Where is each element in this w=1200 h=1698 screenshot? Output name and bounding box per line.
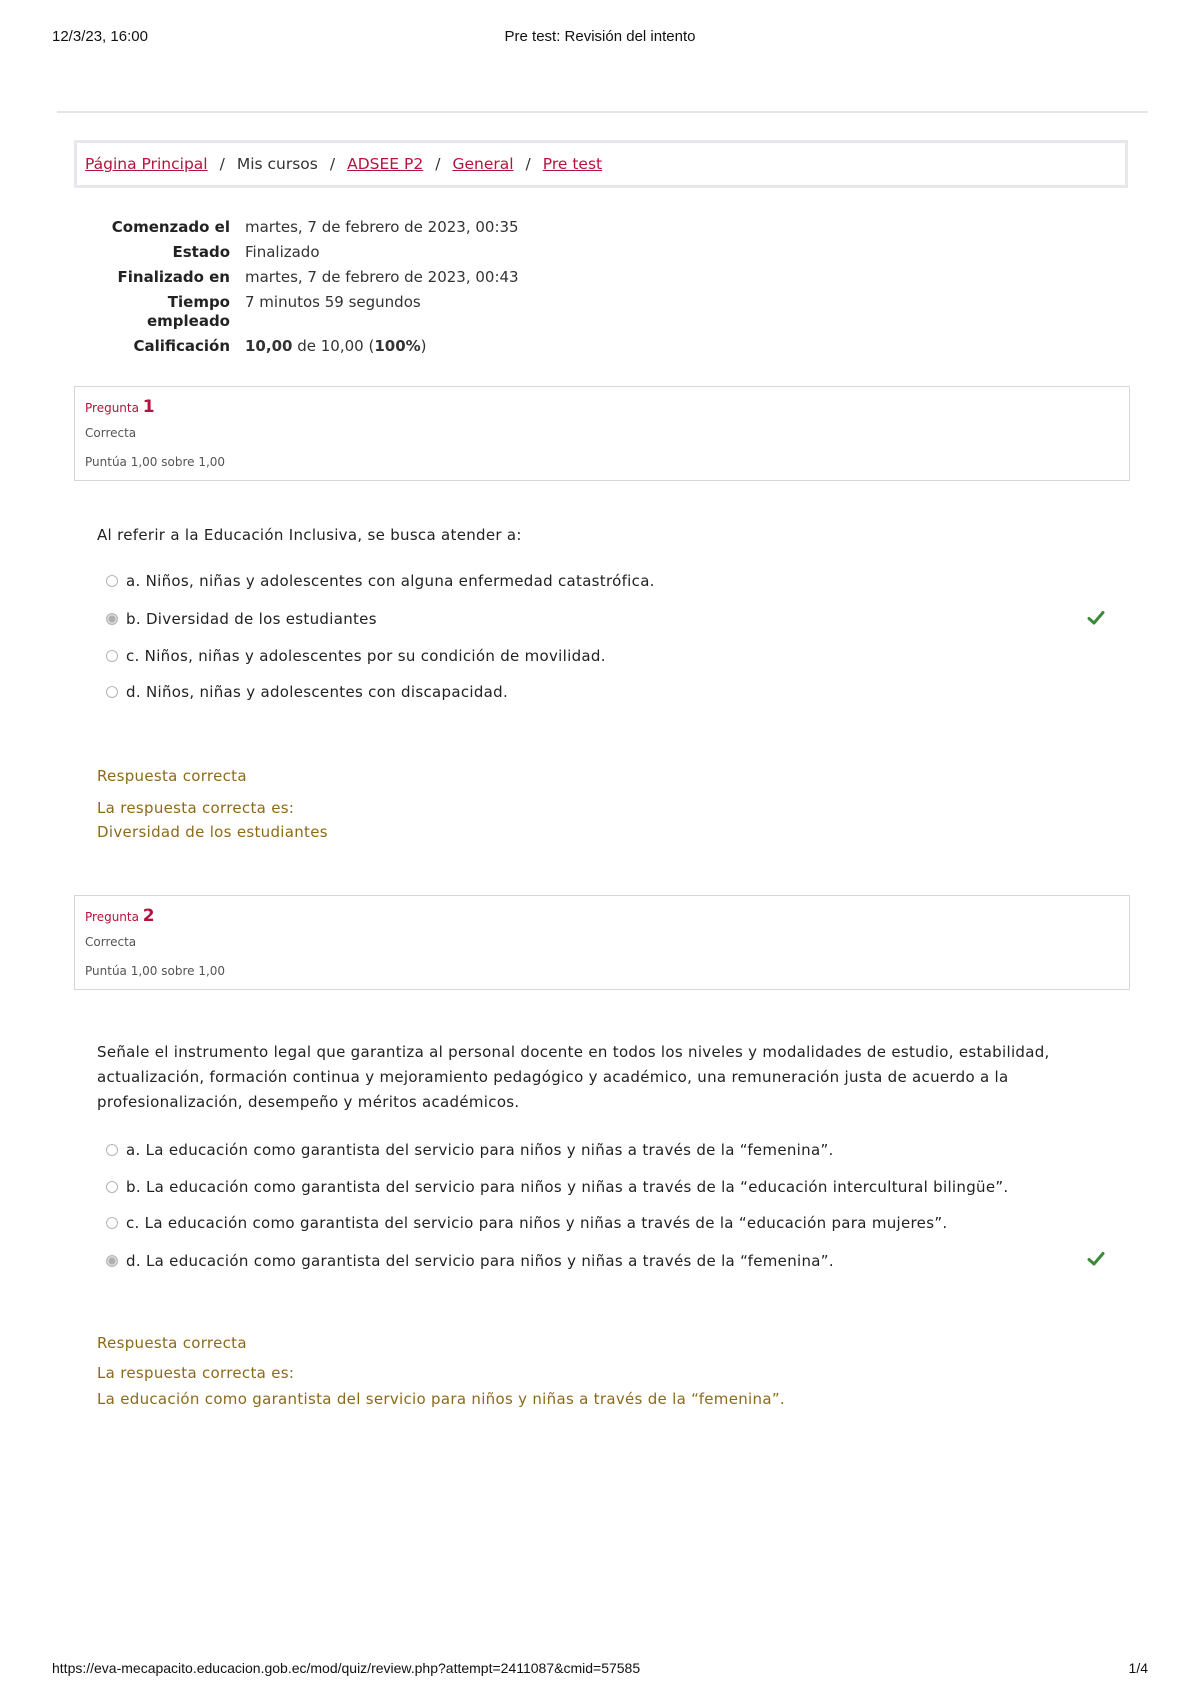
question-text-line: actualización, formación continua y mejoramiento pedagógico y académico, una remuneración justa de acuerdo a la xyxy=(97,1068,1009,1086)
summary-row-time xyxy=(100,293,519,331)
question-number xyxy=(85,906,1119,926)
breadcrumb xyxy=(74,140,1128,188)
print-title: Pre test: Revisión del intento xyxy=(504,28,696,45)
radio-button[interactable] xyxy=(106,1217,118,1229)
question-label: Pregunta xyxy=(85,910,139,924)
answer-text: c. Niños, niñas y adolescentes por su condición de movilidad. xyxy=(126,647,606,665)
breadcrumb-separator: / xyxy=(525,155,531,173)
summary-label: Estado xyxy=(172,243,230,261)
answer-text: d. La educación como garantista del servicio para niños y niñas a través de la “femenina”. xyxy=(126,1252,834,1270)
header-divider xyxy=(57,111,1148,113)
answer-option[interactable] xyxy=(106,1141,834,1159)
radio-button-checked[interactable] xyxy=(106,613,118,625)
question-grade: Puntúa 1,00 sobre 1,00 xyxy=(85,455,226,469)
grade-percent: 100% xyxy=(374,337,421,355)
correct-check-icon xyxy=(1087,1250,1105,1268)
page-number: 1/4 xyxy=(1128,1660,1148,1676)
summary-label: Finalizado en xyxy=(117,268,230,286)
answer-option[interactable] xyxy=(106,572,655,590)
question-text-line: profesionalización, desempeño y méritos académicos. xyxy=(97,1093,520,1111)
question-state: Correcta xyxy=(85,426,137,440)
question-2-feedback xyxy=(97,1333,785,1409)
radio-button[interactable] xyxy=(106,686,118,698)
summary-label-line: empleado xyxy=(146,312,230,330)
breadcrumb-separator: / xyxy=(329,155,336,173)
radio-button[interactable] xyxy=(106,575,118,587)
question-1-info xyxy=(74,386,1130,481)
summary-label xyxy=(100,293,245,331)
summary-value: martes, 7 de febrero de 2023, 00:43 xyxy=(245,268,519,286)
summary-row-grade xyxy=(100,337,519,356)
right-answer-label: La respuesta correcta es: xyxy=(97,799,295,817)
question-1-feedback xyxy=(97,766,328,842)
answer-text: b. La educación como garantista del servicio para niños y niñas a través de la “educación intercultural bilingüe”. xyxy=(126,1178,1009,1196)
grade-score: 10,00 xyxy=(245,337,293,355)
radio-button[interactable] xyxy=(106,650,118,662)
answer-option-selected[interactable] xyxy=(106,1252,834,1270)
answer-text: a. La educación como garantista del servicio para niños y niñas a través de la “femenina”. xyxy=(126,1141,834,1159)
summary-label-line: Tiempo xyxy=(167,293,230,311)
summary-label: Calificación xyxy=(133,337,230,355)
answer-option[interactable] xyxy=(106,683,508,701)
breadcrumb-home-link[interactable]: Página Principal xyxy=(85,155,208,173)
summary-value: Finalizado xyxy=(245,243,320,261)
breadcrumb-course-link[interactable]: ADSEE P2 xyxy=(347,155,424,173)
summary-value: martes, 7 de febrero de 2023, 00:35 xyxy=(245,218,519,236)
right-answer-label: La respuesta correcta es: xyxy=(97,1364,295,1382)
summary-value xyxy=(245,337,427,356)
feedback-text: Respuesta correcta xyxy=(97,767,247,785)
attempt-summary xyxy=(100,218,519,362)
question-num: 2 xyxy=(142,906,155,926)
answer-option[interactable] xyxy=(106,1178,1009,1196)
summary-value: 7 minutos 59 segundos xyxy=(245,293,421,311)
answer-option[interactable] xyxy=(106,1214,947,1232)
question-2-info xyxy=(74,895,1130,990)
print-url: https://eva-mecapacito.educacion.gob.ec/mod/quiz/review.php?attempt=2411087&cmid=57585 xyxy=(52,1660,641,1676)
breadcrumb-separator: / xyxy=(219,155,225,173)
question-1-text: Al referir a la Educación Inclusiva, se busca atender a: xyxy=(97,526,522,544)
question-grade: Puntúa 1,00 sobre 1,00 xyxy=(85,964,226,978)
breadcrumb-quiz-link[interactable]: Pre test xyxy=(542,155,603,173)
correct-check-icon xyxy=(1087,609,1105,627)
breadcrumb-section-link[interactable]: General xyxy=(452,155,514,173)
breadcrumb-separator: / xyxy=(435,155,441,173)
question-text-line: Señale el instrumento legal que garantiza al personal docente en todos los niveles y modalidades de estudio, estabilidad, xyxy=(97,1043,1050,1061)
answer-text: a. Niños, niñas y adolescentes con alguna enfermedad catastrófica. xyxy=(126,572,655,590)
right-answer: Diversidad de los estudiantes xyxy=(97,823,328,841)
question-num: 1 xyxy=(142,397,155,417)
question-state: Correcta xyxy=(85,935,137,949)
radio-button[interactable] xyxy=(106,1144,118,1156)
summary-label: Comenzado el xyxy=(111,218,230,236)
print-date: 12/3/23, 16:00 xyxy=(52,28,148,45)
print-header xyxy=(52,28,1148,50)
right-answer: La educación como garantista del servicio para niños y niñas a través de la “femenina”. xyxy=(97,1390,785,1408)
question-2-text xyxy=(97,1040,1057,1115)
question-number xyxy=(85,397,1119,417)
radio-button-checked[interactable] xyxy=(106,1255,118,1267)
radio-button[interactable] xyxy=(106,1181,118,1193)
answer-option-selected[interactable] xyxy=(106,610,377,628)
summary-row-finished xyxy=(100,268,519,287)
question-label: Pregunta xyxy=(85,401,139,415)
answer-text: b. Diversidad de los estudiantes xyxy=(126,610,377,628)
answer-option[interactable] xyxy=(106,647,606,665)
answer-text: c. La educación como garantista del servicio para niños y niñas a través de la “educación para mujeres”. xyxy=(126,1214,948,1232)
summary-row-started xyxy=(100,218,519,237)
feedback-text: Respuesta correcta xyxy=(97,1334,247,1352)
summary-row-state xyxy=(100,243,519,262)
grade-of: de 10,00 ( xyxy=(297,337,375,355)
breadcrumb-my-courses: Mis cursos xyxy=(236,155,318,173)
grade-close: ) xyxy=(420,337,427,355)
answer-text: d. Niños, niñas y adolescentes con discapacidad. xyxy=(126,683,509,701)
